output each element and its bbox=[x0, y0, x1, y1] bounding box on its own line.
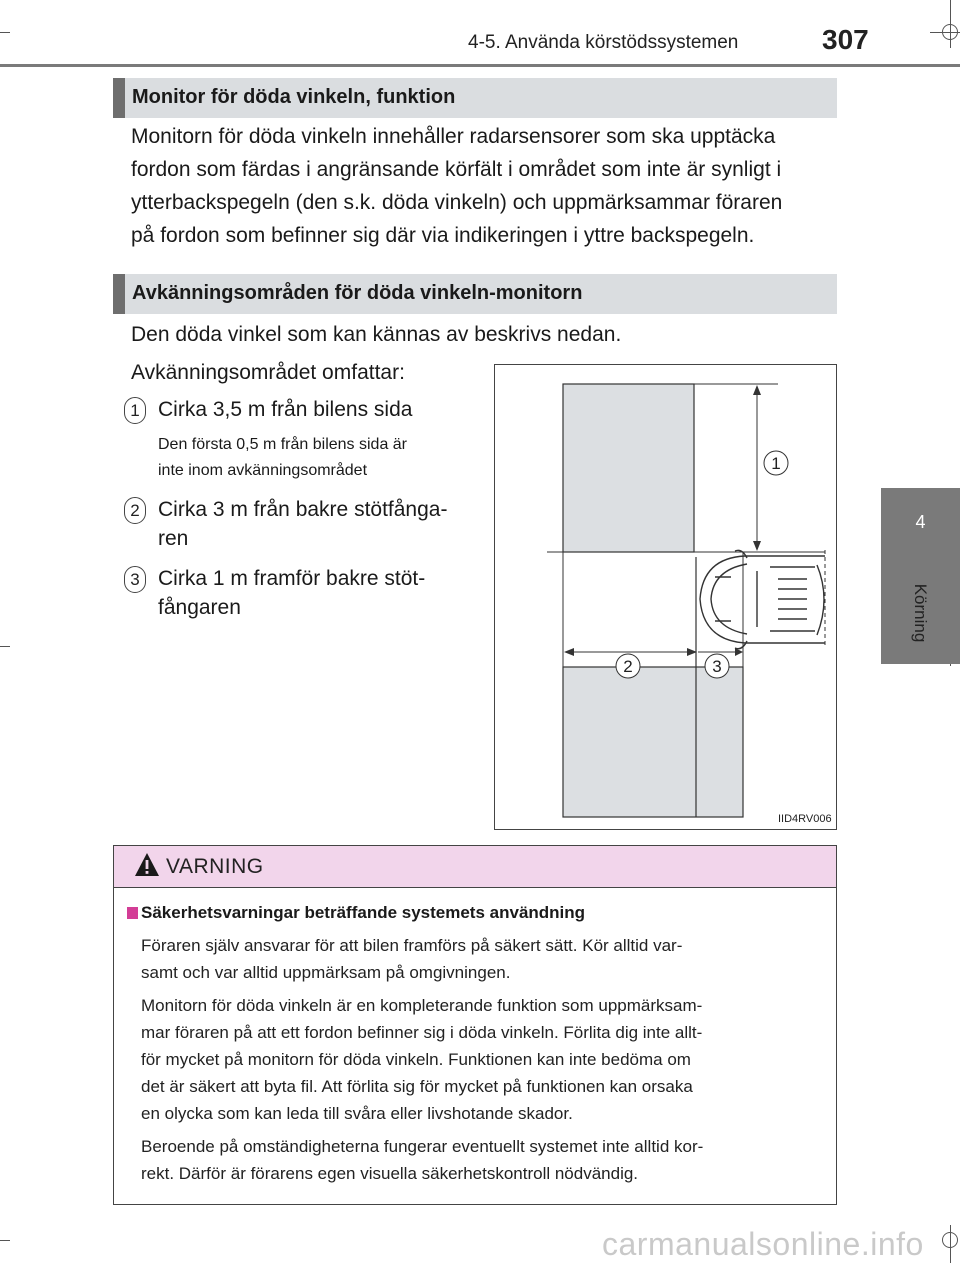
bullet-square-icon bbox=[127, 907, 138, 919]
warning-line: för mycket på monitorn för döda vinkeln. Funktionen kan inte bedöma om bbox=[141, 1050, 691, 1069]
areas-intro: Den döda vinkel som kan kännas av beskrivs nedan. bbox=[131, 323, 622, 346]
vehicle-outline bbox=[700, 550, 825, 648]
warning-line: Monitorn för döda vinkeln är en kompleterande funktion som uppmärksam- bbox=[141, 996, 703, 1015]
function-line: på fordon som befinner sig där via indikeringen i yttre backspegeln. bbox=[131, 224, 755, 247]
item-number-2: 2 bbox=[124, 497, 146, 524]
warning-title: VARNING bbox=[166, 855, 264, 878]
arrow-head bbox=[564, 648, 574, 656]
crop-mark bbox=[0, 646, 10, 647]
crop-circle bbox=[942, 1232, 958, 1248]
chapter-title: Körning bbox=[911, 583, 930, 643]
warning-line: Föraren själv ansvarar för att bilen framförs på säkert sätt. Kör alltid var- bbox=[141, 936, 683, 955]
warning-subheading: Säkerhetsvarningar beträffande systemets användning bbox=[141, 903, 586, 922]
item-3-text: Cirka 1 m framför bakre stöt- bbox=[158, 567, 426, 590]
section-heading-label: Avkänningsområden för döda vinkeln-monitorn bbox=[132, 282, 583, 304]
callout-2: 2 bbox=[623, 657, 633, 676]
function-line: fordon som färdas i angränsande körfält i området som inte är synligt i bbox=[131, 158, 782, 181]
item-3-text: fångaren bbox=[158, 596, 241, 619]
function-line: ytterbackspegeln (den s.k. döda vinkeln) och uppmärksammar föraren bbox=[131, 191, 783, 214]
warning-line: samt och var alltid uppmärksam på omgivningen. bbox=[141, 963, 511, 982]
diagram-code: IID4RV006 bbox=[778, 813, 832, 825]
heading-bar bbox=[113, 274, 125, 314]
section-heading-function bbox=[113, 78, 837, 118]
arrow-head bbox=[753, 385, 761, 395]
watermark: carmanualsonline.info bbox=[602, 1226, 924, 1262]
section-heading-label: Monitor för döda vinkeln, funktion bbox=[132, 86, 456, 108]
running-header: 4-5. Använda körstödssystemen bbox=[468, 32, 739, 53]
callout-3: 3 bbox=[712, 657, 722, 676]
warning-line: mar föraren på att ett fordon befinner sig i döda vinkeln. Förlita dig inte allt- bbox=[141, 1023, 703, 1042]
item-number-1: 1 bbox=[124, 397, 146, 424]
chapter-title-vertical bbox=[900, 568, 940, 658]
warning-triangle-icon bbox=[134, 852, 160, 878]
callout-1: 1 bbox=[771, 454, 781, 473]
detection-zone-side bbox=[563, 384, 694, 552]
detection-zone-rear bbox=[563, 667, 743, 817]
item-number-3: 3 bbox=[124, 566, 146, 593]
diagram-svg bbox=[495, 365, 836, 829]
chapter-number: 4 bbox=[915, 512, 926, 532]
item-1-note: Den första 0,5 m från bilens sida är bbox=[158, 436, 408, 453]
coverage-label: Avkänningsområdet omfattar: bbox=[131, 361, 405, 384]
crop-mark bbox=[0, 32, 10, 33]
warning-line: Beroende på omständigheterna fungerar eventuellt systemet inte alltid kor- bbox=[141, 1137, 704, 1156]
section-heading-areas bbox=[113, 274, 837, 314]
item-1-note: inte inom avkänningsområdet bbox=[158, 462, 368, 479]
warning-header bbox=[114, 846, 836, 888]
warning-line: en olycka som kan leda till svåra eller livshotande skador. bbox=[141, 1104, 573, 1123]
crop-circle bbox=[942, 24, 958, 40]
function-line: Monitorn för döda vinkeln innehåller radarsensorer som ska upptäcka bbox=[131, 125, 776, 148]
header-rule bbox=[0, 64, 960, 67]
heading-bar bbox=[113, 78, 125, 118]
warning-line: rekt. Därför är förarens egen visuella säkerhetskontroll nödvändig. bbox=[141, 1164, 639, 1183]
item-2-text: ren bbox=[158, 527, 189, 550]
crop-mark bbox=[0, 1240, 10, 1241]
arrow-head bbox=[753, 541, 761, 551]
warning-line: det är säkert att byta fil. Att förlita sig för mycket på funktionen kan orsaka bbox=[141, 1077, 693, 1096]
item-1-text: Cirka 3,5 m från bilens sida bbox=[158, 398, 413, 421]
detection-area-diagram bbox=[494, 364, 837, 830]
page-number: 307 bbox=[822, 24, 869, 55]
item-2-text: Cirka 3 m från bakre stötfånga- bbox=[158, 498, 448, 521]
